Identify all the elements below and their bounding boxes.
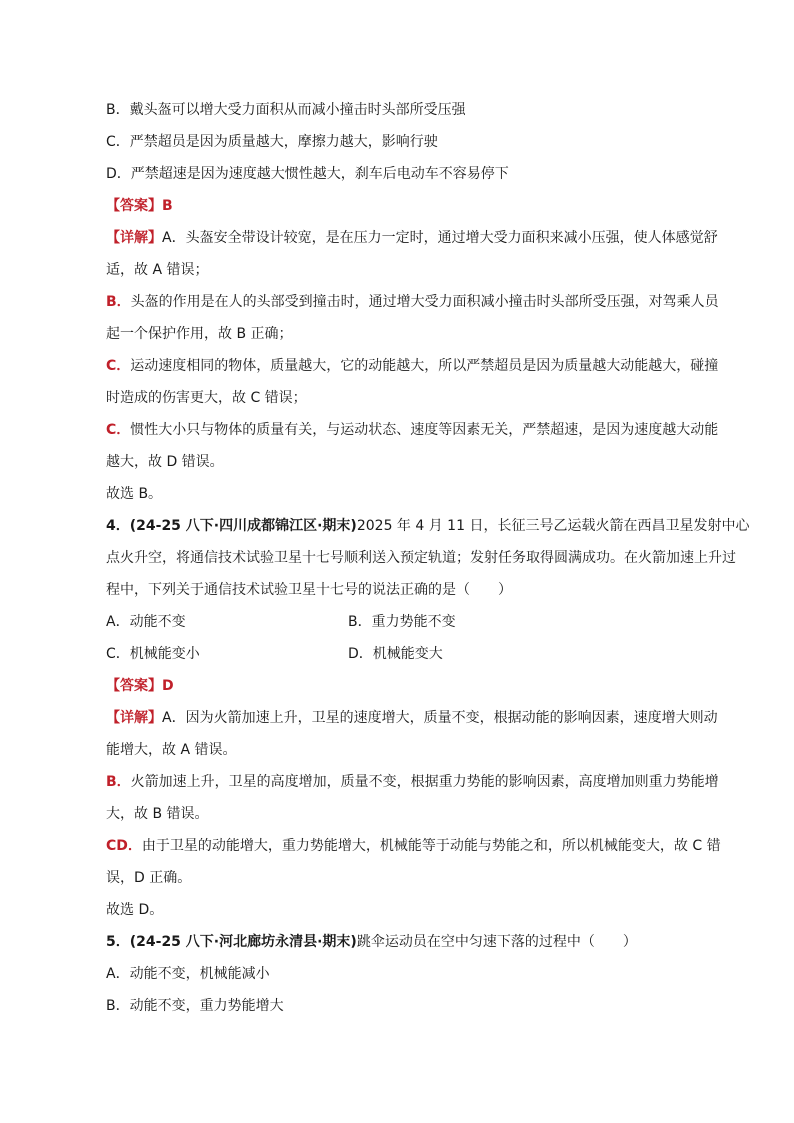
answer-label: 【答案】 bbox=[106, 198, 162, 214]
q4-stem-line2: 点火升空，将通信技术试验卫星十七号顺利送入预定轨道；发射任务取得圆满成功。在火箭加速上升过 bbox=[106, 550, 736, 566]
q4-stem-line1 bbox=[106, 516, 749, 536]
q5-option-a: A．动能不变，机械能减小 bbox=[106, 966, 270, 982]
answer-value: D bbox=[162, 678, 174, 694]
q3-detail-a-line1 bbox=[106, 228, 718, 248]
answer-label: 【答案】 bbox=[106, 678, 162, 694]
detail-prefix: C． bbox=[106, 422, 131, 438]
detail-prefix: CD． bbox=[106, 838, 142, 854]
q4-answer-line bbox=[106, 676, 174, 696]
detail-text: 惯性大小只与物体的质量有关，与运动状态、速度等因素无关，严禁超速，是因为速度越大动能 bbox=[130, 422, 719, 438]
detail-label: 【详解】 bbox=[106, 230, 162, 246]
question-source: (24-25 八下·四川成都锦江区·期末) bbox=[129, 518, 357, 534]
q4-option-a: A．动能不变 bbox=[106, 614, 186, 630]
q4-detail-a-line2: 能增大，故 A 错误。 bbox=[106, 742, 237, 758]
detail-text: A．因为火箭加速上升，卫星的速度增大，质量不变，根据动能的影响因素，速度增大则动 bbox=[162, 710, 718, 726]
q4-option-b: B．重力势能不变 bbox=[348, 614, 456, 630]
detail-prefix: C． bbox=[106, 358, 131, 374]
q5-stem-line1 bbox=[106, 932, 637, 952]
q3-detail-d-line2: 越大，故 D 错误。 bbox=[106, 454, 224, 470]
q4-stem-line3: 程中，下列关于通信技术试验卫星十七号的说法正确的是（ ） bbox=[106, 582, 512, 598]
q4-detail-b-line1 bbox=[106, 772, 719, 792]
q3-detail-b-line2: 起一个保护作用，故 B 正确； bbox=[106, 326, 293, 342]
detail-prefix: B． bbox=[106, 774, 131, 790]
detail-prefix: B． bbox=[106, 294, 131, 310]
question-number: 5． bbox=[106, 934, 130, 950]
detail-text: 运动速度相同的物体，质量越大，它的动能越大，所以严禁超员是因为质量越大动能越大，碰撞 bbox=[130, 358, 719, 374]
detail-text: 由于卫星的动能增大，重力势能增大，机械能等于动能与势能之和，所以机械能变大，故 C 错 bbox=[141, 838, 721, 854]
question-stem: 2025 年 4 月 11 日，长征三号乙运载火箭在西昌卫星发射中心 bbox=[356, 518, 750, 534]
detail-text: 火箭加速上升，卫星的高度增加，质量不变，根据重力势能的影响因素，高度增加则重力势能增 bbox=[130, 774, 719, 790]
q3-answer-line bbox=[106, 196, 173, 216]
detail-label: 【详解】 bbox=[106, 710, 162, 726]
q4-conclusion: 故选 D。 bbox=[106, 902, 164, 918]
q5-option-b: B．动能不变，重力势能增大 bbox=[106, 998, 284, 1014]
detail-text: A．头盔安全带设计较宽，是在压力一定时，通过增大受力面积来减小压强，使人体感觉舒 bbox=[162, 230, 718, 246]
question-number: 4． bbox=[106, 518, 130, 534]
q4-detail-a-line1 bbox=[106, 708, 718, 728]
q3-option-b: B．戴头盔可以增大受力面积从而减小撞击时头部所受压强 bbox=[106, 102, 466, 118]
question-source: (24-25 八下·河北廊坊永清县·期末) bbox=[129, 934, 357, 950]
answer-value: B bbox=[162, 198, 173, 214]
q4-detail-cd-line1 bbox=[106, 836, 721, 856]
q4-detail-b-line2: 大，故 B 错误。 bbox=[106, 806, 209, 822]
q3-detail-c-line1 bbox=[106, 356, 718, 376]
question-stem: 跳伞运动员在空中匀速下落的过程中（ ） bbox=[356, 934, 637, 950]
q3-detail-b-line1 bbox=[106, 292, 719, 312]
q4-option-c: C．机械能变小 bbox=[106, 646, 200, 662]
q3-conclusion: 故选 B。 bbox=[106, 486, 163, 502]
q4-detail-cd-line2: 误，D 正确。 bbox=[106, 870, 192, 886]
q3-detail-a-line2: 适，故 A 错误； bbox=[106, 262, 209, 278]
q3-detail-c-line2: 时造成的伤害更大，故 C 错误； bbox=[106, 390, 307, 406]
q3-option-d: D．严禁超速是因为速度越大惯性越大，刹车后电动车不容易停下 bbox=[106, 166, 509, 182]
q4-option-d: D．机械能变大 bbox=[348, 646, 443, 662]
q3-option-c: C．严禁超员是因为质量越大，摩擦力越大，影响行驶 bbox=[106, 134, 438, 150]
detail-text: 头盔的作用是在人的头部受到撞击时，通过增大受力面积减小撞击时头部所受压强，对驾乘人员 bbox=[130, 294, 719, 310]
q3-detail-d-line1 bbox=[106, 420, 718, 440]
